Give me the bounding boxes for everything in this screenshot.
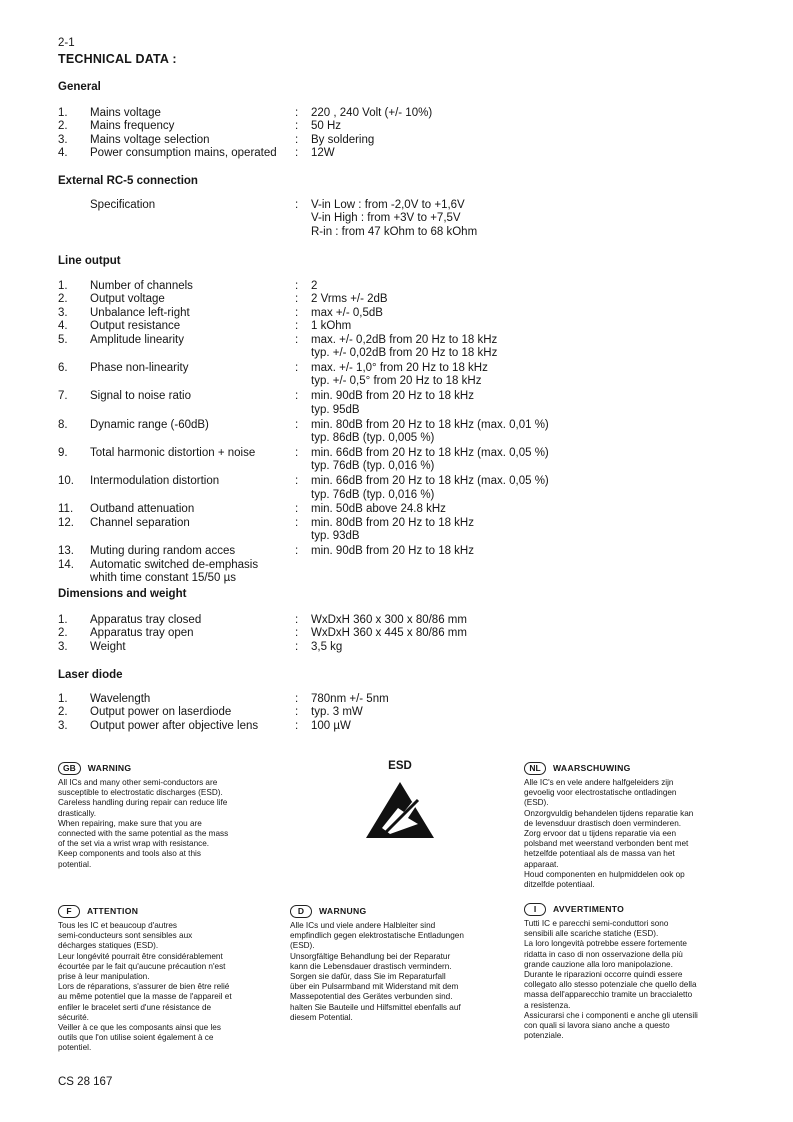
spec-row [58,199,778,212]
spec-label: Mains voltage selection [90,133,210,146]
spec-row [58,460,778,473]
separator-colon: : [295,107,299,119]
item-number: 9. [58,446,68,459]
spec-value: max. +/- 0,2dB from 20 Hz to 18 kHz [311,333,498,346]
spec-label: Amplitude linearity [90,333,184,346]
separator-colon: : [295,390,299,403]
separator-colon: : [295,320,299,333]
spec-value: 12W [311,147,335,160]
spec-label: Total harmonic distortion + noise [90,446,256,459]
spec-row [58,147,778,160]
spec-label: Dynamic range (-60dB) [90,418,209,431]
section-heading-dimensions: Dimensions and weight [58,588,187,600]
warning-line: Sorgen sie dafür, dass Sie im Reparaturfall [290,972,446,982]
spec-value: 2 [311,280,318,292]
warning-line: Durante le riparazioni occorre quindi essere [524,970,683,980]
spec-row [58,627,778,640]
warning-block-f [58,903,303,1054]
spec-value: WxDxH 360 x 300 x 80/86 mm [311,614,467,626]
spec-value: 220 , 240 Volt (+/- 10%) [311,107,433,119]
item-number: 8. [58,418,68,431]
warning-line: con quali si lavora siano anche a questo [524,1021,670,1031]
warning-title-d: WARNUNG [319,905,367,916]
spec-row [58,641,778,654]
spec-value: By soldering [311,133,375,146]
spec-value: typ. 95dB [311,403,360,416]
warning-line: ridatta in caso di non osservazione della più [524,949,683,959]
spec-value: min. 66dB from 20 Hz to 18 kHz (max. 0,05 %) [311,475,549,488]
warning-line: outils que l'on utilise soient également à ce [58,1033,214,1043]
separator-colon: : [295,545,299,558]
separator-colon: : [295,503,299,516]
spec-value: min. 80dB from 20 Hz to 18 kHz [311,516,474,529]
item-number: 6. [58,361,68,374]
section-heading-rc5: External RC-5 connection [58,175,198,187]
warning-line: sécurité. [58,1012,89,1022]
item-number: 7. [58,390,68,403]
warning-line: écourtée par le fait qu'aucune précaution n'est [58,961,226,971]
spec-row [58,390,778,403]
item-number: 1. [58,107,68,119]
warning-line: (ESD). [524,798,549,808]
spec-row [58,375,778,388]
spec-row [58,693,778,706]
separator-colon: : [295,199,299,211]
separator-colon: : [295,706,299,719]
separator-colon: : [295,719,299,732]
warning-line: ditzelfde potentiaal. [524,880,595,890]
spec-row [58,307,778,320]
spec-value: min. 50dB above 24.8 kHz [311,503,446,516]
warning-line: susceptible to electrostatic discharges (ESD). [58,788,223,798]
separator-colon: : [295,614,299,626]
spec-label: Mains voltage [90,107,161,119]
spec-label: Signal to noise ratio [90,390,192,403]
warning-line: Assicurarsi che i componenti e anche gli utensili [524,1010,698,1020]
item-number: 5. [58,333,68,346]
section-heading-line-output: Line output [58,255,121,267]
separator-colon: : [295,693,299,705]
spec-label: whith time constant 15/50 µs [90,571,236,584]
spec-value: 2 Vrms +/- 2dB [311,293,388,306]
spec-value: typ. 3 mW [311,706,363,719]
esd-label: ESD [388,760,412,772]
separator-colon: : [295,640,299,653]
spec-label: Output voltage [90,293,165,306]
spec-row [58,489,778,502]
separator-colon: : [295,516,299,529]
language-badge-f: F [58,905,80,918]
warning-line: All ICs and many other semi-conductors are [58,778,218,787]
separator-colon: : [295,293,299,306]
item-number: 14. [58,558,74,571]
spec-label: Output power after objective lens [90,719,259,732]
warning-line: collegato allo stesso potenziale che quello della [524,980,697,990]
warning-line: potenziale. [524,1031,564,1041]
warning-line: (ESD). [290,941,315,951]
spec-row [58,404,778,417]
spec-row [58,212,778,225]
document-title: TECHNICAL DATA : [58,52,177,66]
spec-row [58,432,778,445]
spec-value: WxDxH 360 x 445 x 80/86 mm [311,627,467,640]
warning-block-nl [524,760,769,890]
spec-label: Unbalance left-right [90,306,190,319]
spec-label: Automatic switched de-emphasis [90,558,259,571]
item-number: 3. [58,306,68,319]
spec-label: Intermodulation distortion [90,475,220,488]
spec-row [58,280,778,293]
spec-row [58,362,778,375]
separator-colon: : [295,280,299,292]
document-code: CS 28 167 [58,1076,113,1088]
spec-value: 3,5 kg [311,640,343,653]
separator-colon: : [295,333,299,346]
warning-line: Lors de réparations, s'assurer de bien être relié [58,982,230,992]
spec-value: R-in : from 47 kOhm to 68 kOhm [311,225,478,238]
warning-title-nl: WAARSCHUWING [553,762,631,773]
separator-colon: : [295,446,299,459]
spec-label: Outband attenuation [90,503,195,516]
item-number: 1. [58,280,68,292]
spec-value: min. 66dB from 20 Hz to 18 kHz (max. 0,05 %) [311,446,549,459]
spec-label: Phase non-linearity [90,361,189,374]
spec-row [58,559,778,572]
separator-colon: : [295,306,299,319]
warning-line: au même potentiel que la masse de l'appareil et [58,992,232,1002]
spec-value: max +/- 0,5dB [311,306,383,319]
spec-row [58,447,778,460]
warning-line: semi-conducteurs sont sensibles aux [58,931,193,941]
item-number: 10. [58,475,74,488]
spec-value: min. 90dB from 20 Hz to 18 kHz [311,390,474,403]
warning-title-i: AVVERTIMENTO [553,903,625,914]
page-number: 2-1 [58,37,75,49]
spec-value: min. 80dB from 20 Hz to 18 kHz (max. 0,01 %) [311,418,549,431]
warning-line: massa dell'apparecchio tramite un braccialetto [524,990,693,1000]
spec-row [58,419,778,432]
spec-value: typ. 93dB [311,530,360,543]
spec-row [58,545,778,558]
warning-line: apparaat. [524,859,559,869]
item-number: 3. [58,719,68,732]
language-badge-i: I [524,903,546,916]
separator-colon: : [295,120,299,133]
item-number: 1. [58,693,68,705]
warning-line: hetzelfde potentiaal als de massa van het [524,849,675,859]
spec-row [58,226,778,239]
warning-text-i [524,919,769,1041]
warning-line: kann die Lebensdauer drastisch vermindern. [290,961,452,971]
spec-value: typ. +/- 0,5° from 20 Hz to 18 kHz [311,375,482,388]
spec-label: Channel separation [90,516,190,529]
item-number: 3. [58,133,68,146]
section-heading-general: General [58,81,101,93]
warning-line: enfiler le bracelet serti d'une résistance de [58,1002,212,1012]
warning-text-f [58,921,303,1054]
separator-colon: : [295,147,299,160]
spec-row [58,293,778,306]
spec-row [58,614,778,627]
spec-value: typ. +/- 0,02dB from 20 Hz to 18 kHz [311,347,498,359]
item-number: 3. [58,640,68,653]
warning-line: Onzorgvuldig behandelen tijdens reparatie kan [524,808,694,818]
spec-value: typ. 76dB (typ. 0,016 %) [311,488,435,501]
spec-row [58,120,778,133]
spec-row [58,347,778,360]
spec-row [58,503,778,516]
warning-text-nl [524,778,769,890]
spec-value: typ. 86dB (typ. 0,005 %) [311,431,435,444]
warning-line: La loro longevità potrebbe essere fortemente [524,939,687,949]
warning-line: drastically. [58,808,97,818]
spec-value: 1 kOhm [311,320,352,333]
spec-row [58,475,778,488]
spec-label: Output power on laserdiode [90,706,232,719]
spec-row [58,334,778,347]
spec-label: Output resistance [90,320,181,333]
item-number: 2. [58,120,68,133]
spec-label: Apparatus tray open [90,627,194,640]
warning-line: über ein Pulsarmband mit Widerstand mit dem [290,982,459,992]
warning-block-gb [58,760,303,870]
warning-line: grande cauzione alla loro manipolazione. [524,959,673,969]
warning-line: Alle ICs und viele andere Halbleiter sind [290,921,436,930]
spec-value: 50 Hz [311,120,342,133]
spec-label: Power consumption mains, operated [90,147,277,160]
spec-label: Weight [90,640,126,653]
warning-block-i [524,901,769,1041]
spec-row [58,320,778,333]
item-number: 2. [58,627,68,640]
warning-line: Houd componenten en hulpmiddelen ook op [524,869,685,879]
separator-colon: : [295,627,299,640]
warning-line: Careless handling during repair can reduce life [58,798,228,808]
spec-value: V-in High : from +3V to +7,5V [311,212,461,225]
warning-line: of the set via a wrist wrap with resistance. [58,839,210,849]
spec-label: Wavelength [90,693,151,705]
esd-symbol [360,760,440,847]
warning-line: empfindlich gegen elektrostatische Entladungen [290,931,464,941]
spec-value: 780nm +/- 5nm [311,693,389,705]
warning-line: prise à leur manipulation. [58,972,150,982]
warning-line: Massepotential des Gerätes verbunden sind. [290,992,453,1002]
warning-line: connected with the same potential as the mass [58,829,229,839]
warning-line: Alle IC's en vele andere halfgeleiders zijn [524,778,674,787]
spec-label: Mains frequency [90,120,175,133]
spec-row [58,706,778,719]
warning-line: a resistenza. [524,1000,571,1010]
warning-line: Tous les IC et beaucoup d'autres [58,921,177,930]
separator-colon: : [295,418,299,431]
item-number: 11. [58,503,74,516]
language-badge-gb: GB [58,762,81,775]
separator-colon: : [295,361,299,374]
spec-row [58,107,778,120]
separator-colon: : [295,133,299,146]
spec-row [58,572,778,585]
warning-text-d [290,921,535,1023]
warning-line: Keep components and tools also at this [58,849,201,859]
warning-line: potentiel. [58,1043,92,1053]
warning-block-d [290,903,535,1023]
spec-value: typ. 76dB (typ. 0,016 %) [311,460,435,473]
warning-line: gevoelig voor electrostatische ontladingen [524,788,677,798]
warning-line: décharges statiques (ESD). [58,941,159,951]
warning-title-gb: WARNING [87,762,132,773]
warning-line: Tutti IC e parecchi semi-conduttori sono [524,919,669,928]
warning-line: Zorg ervoor dat u tijdens reparatie via een [524,829,677,839]
warning-line: When repairing, make sure that you are [58,818,202,828]
esd-hand-warning-icon [360,772,440,842]
warning-line: diesem Potential. [290,1012,353,1022]
warning-line: sensibili alle scariche statiche (ESD). [524,929,659,939]
spec-label: Specification [90,199,156,211]
spec-label: Number of channels [90,280,193,292]
spec-value: min. 90dB from 20 Hz to 18 kHz [311,545,474,558]
item-number: 1. [58,614,68,626]
warning-line: potential. [58,859,92,869]
language-badge-nl: NL [524,762,546,775]
spec-label: Muting during random acces [90,545,236,558]
item-number: 4. [58,320,68,333]
warning-line: Leur longévité pourrait être considérablement [58,951,223,961]
warning-line: Unsorgfältige Behandlung bei der Reparatur [290,951,451,961]
spec-row [58,720,778,733]
warning-line: Veiller à ce que les composants ainsi que les [58,1023,221,1033]
spec-label: Apparatus tray closed [90,614,202,626]
item-number: 2. [58,706,68,719]
spec-value: max. +/- 1,0° from 20 Hz to 18 kHz [311,361,488,374]
section-heading-laser: Laser diode [58,669,123,681]
item-number: 13. [58,545,74,558]
item-number: 4. [58,147,68,160]
item-number: 12. [58,516,74,529]
item-number: 2. [58,293,68,306]
warning-line: de levensduur drastisch doen verminderen. [524,818,682,828]
spec-value: V-in Low : from -2,0V to +1,6V [311,199,465,211]
spec-value: 100 µW [311,719,351,732]
spec-row [58,134,778,147]
language-badge-d: D [290,905,312,918]
warning-text-gb [58,778,303,870]
warning-line: halten Sie Bauteile und Hilfsmittel ebenfalls auf [290,1002,461,1012]
spec-row [58,517,778,530]
spec-row [58,530,778,543]
warning-line: polsband met weerstand verbonden bent met [524,839,689,849]
warning-title-f: ATTENTION [87,905,139,916]
separator-colon: : [295,475,299,488]
